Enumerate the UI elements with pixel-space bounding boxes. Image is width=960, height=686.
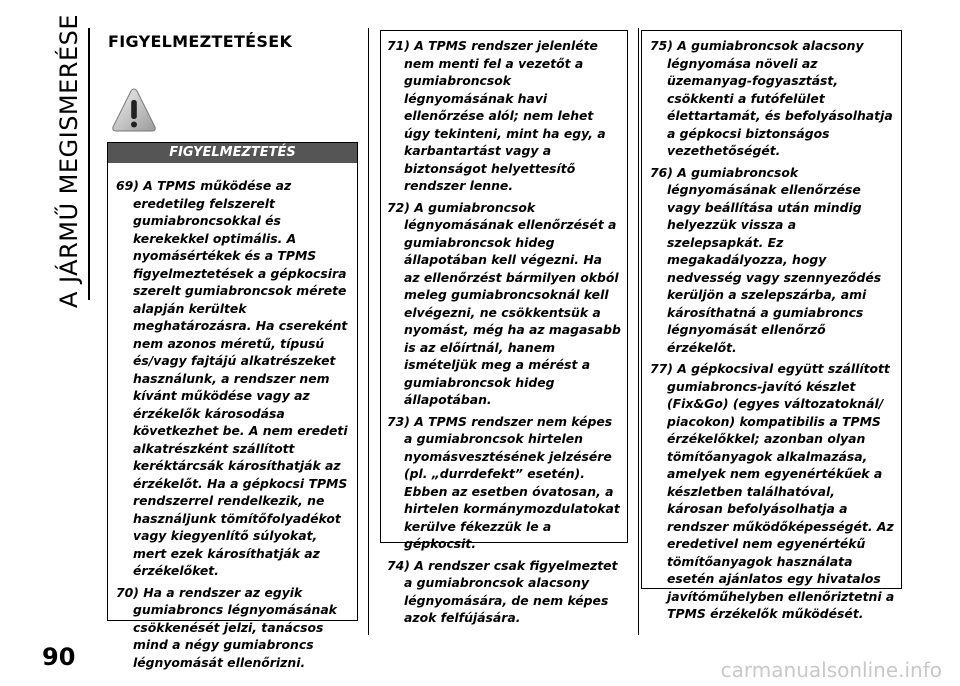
warning-triangle-icon — [110, 86, 158, 134]
warning-item-74: 74) A rendszer csak figyelmeztet a gumiabroncsok alacsony légnyomására, de nem képes azok felfújására. — [387, 557, 618, 625]
chapter-title-text: A JÁRMŰ MEGISMERÉSE — [55, 13, 83, 309]
warning-item-69: 69) A TPMS működése az eredetileg felszerelt gumiabroncsokkal és kerekekkel optimális. A nyomásértékek és a TPMS figyelmeztetések a gépkocsira szerelt gumiabroncsok mérete alapján kerültek meghatározásra. Ha csereként nem azonos méretű, típusú és/vagy fajtájú alkatrészeket használunk, a rendszer nem kívánt működése vagy az érzékelők károsodása következhet be. A nem eredeti alkatrészként szállított keréktárcsák károsíthatják az érzékelőt. Ha a gépkocsi TPMS rendszerrel rendelkezik, ne használjunk tömítőfolyadékot vagy kiegyenlítő súlyokat, mert ezek károsíthatják az érzékelőket. — [116, 178, 348, 578]
warning-box-right — [641, 30, 902, 621]
section-heading: FIGYELMEZTETÉSEK — [108, 32, 293, 51]
warning-item-77: 77) A gépkocsival együtt szállított gumiabroncs-javító készlet (Fix&Go) (egyes változatoknál/ piacokon) kompatibilis a TPMS érzékelőkkel; azonban olyan tömítőanyagok alkalmazása, amelyek nem egyenértékűek a készletben találhatóval, károsan befolyásolhatja a rendszer működőképességét. Az eredetivel nem egyenértékű tömítőanyagok használata esetén ajánlatos egy hivatalos javítóműhelyben ellenőriztetni a TPMS érzékelők működését. — [650, 361, 895, 621]
watermark: carmanualsonline.info — [720, 658, 942, 682]
warning-list-left — [108, 163, 357, 671]
warning-box-header: FIGYELMEZTETÉS — [108, 143, 357, 163]
column-rule — [368, 28, 369, 635]
warning-box-left — [107, 142, 358, 670]
page-number: 90 — [42, 643, 76, 671]
warning-item-72: 72) A gumiabroncsok légnyomásának ellenőrzését a gumiabroncsok hideg állapotában kell végezni. Ha az ellenőrzést bármilyen okból meleg gumiabroncsoknál kell elvégezni, ne csökkentsük a nyomást, még ha az magasabb is az előírtnál, hanem ismételjük meg a mérést a gumiabroncsok hideg állapotában. — [387, 199, 621, 407]
chapter-divider — [88, 28, 90, 300]
column-rule — [638, 28, 639, 635]
warning-list-right — [642, 31, 901, 623]
warning-list-middle — [381, 31, 627, 627]
warning-box-middle — [380, 30, 628, 625]
warning-item-70: 70) Ha a rendszer az egyik gumiabroncs légnyomásának csökkenését jelzi, tanácsos mind a négy gumiabroncs légnyomását ellenőrizni. — [116, 584, 337, 670]
warning-item-75: 75) A gumiabroncsok alacsony légnyomása növeli az üzemanyag-fogyasztást, csökkenti a futófelület élettartamát, és befolyásolhatja a gépkocsi biztonságos vezethetőségét. — [650, 38, 893, 158]
warning-item-71: 71) A TPMS rendszer jelenléte nem menti fel a vezetőt a gumiabroncsok légnyomásának havi ellenőrzése alól; nem lehet úgy tekinteni, mint ha egy, a karbantartást vagy a biztonságot helyettesítő rendszer lenne. — [387, 38, 606, 193]
warning-item-73: 73) A TPMS rendszer nem képes a gumiabroncsok hirtelen nyomásvesztésének jelzésére (pl. „durrdefekt” esetén). Ebben az esetben óvatosan, a hirtelen kormánymozdulatokat kerülve fékezzük le a gépkocsit. — [387, 413, 620, 551]
warning-item-76: 76) A gumiabroncsok légnyomásának ellenőrzése vagy beállítása után mindig helyezzük vissza a szelepsapkát. Ez megakadályozza, hogy nedvesség vagy szennyeződés kerüljön a szelepszárba, ami károsíthatná a gumiabroncs légnyomását ellenőrző érzékelőt. — [650, 164, 882, 355]
chapter-title — [52, 13, 86, 309]
